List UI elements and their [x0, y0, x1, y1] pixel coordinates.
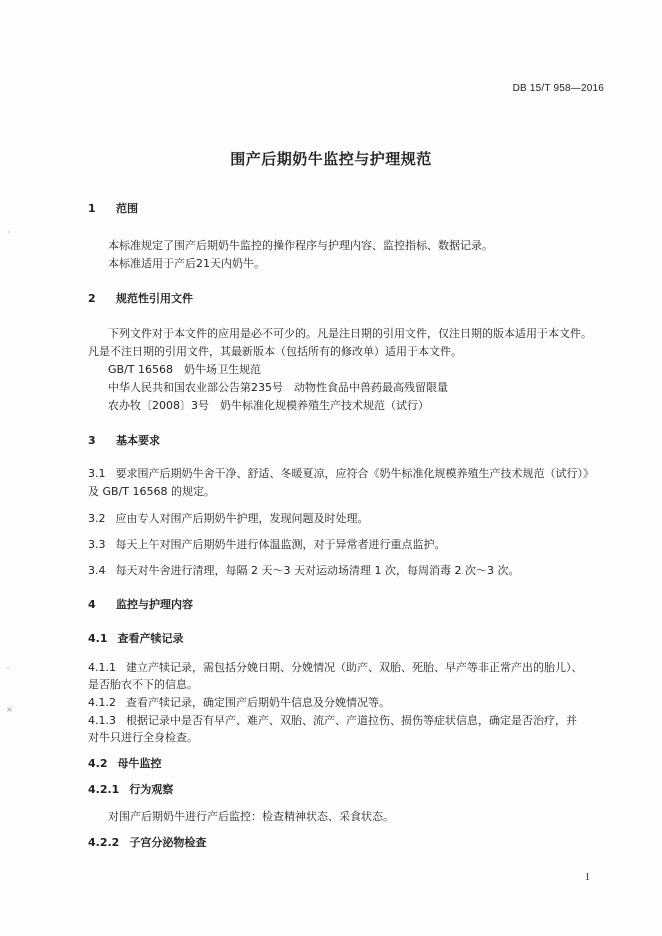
clause-text: 对牛只进行全身检查。: [88, 731, 198, 744]
clause-text: 根据记录中是否有早产、难产、双胎、流产、产道拉伤、损伤等症状信息，确定是否治疗，并: [126, 714, 577, 727]
scan-mark: ◦: [6, 664, 11, 673]
clause-text: 每天对牛舍进行清理，每隔 2 天～3 天对运动场清理 1 次，每周消毒 2 次～3 次。: [115, 564, 520, 577]
section-number: 2: [88, 292, 96, 305]
paragraph: 本标准适用于产后21天内奶牛。: [108, 257, 265, 270]
subsection-heading-4-2-1: [88, 781, 173, 797]
section-heading-1: [88, 200, 138, 216]
clause-text: 建立产犊记录，需包括分娩日期、分娩情况（助产、双胎、死胎、早产等非正常产出的胎儿）、: [126, 661, 583, 674]
clause-number: 4.2: [88, 757, 108, 770]
clause-number: 3.2: [88, 512, 106, 525]
section-number: 4: [88, 598, 96, 611]
section-heading-3: [88, 432, 160, 448]
clause-number: 4.2.1: [88, 783, 120, 796]
clause-3-1: [88, 465, 594, 481]
section-heading-2: [88, 290, 193, 306]
paragraph: 下列文件对于本文件的应用是必不可少的。凡是注日期的引用文件，仅注日期的版本适用于本文件。: [108, 327, 592, 340]
clause-number: 3.1: [88, 467, 106, 480]
section-title: 基本要求: [116, 434, 160, 447]
reference-item: 农办牧〔2008〕3号 奶牛标准化规模养殖生产技术规范（试行）: [108, 399, 429, 412]
subsection-heading-4-2: [88, 755, 162, 771]
clause-3-2: [88, 510, 369, 526]
clause-number: 4.2.2: [88, 836, 120, 849]
clause-text: 每天上午对围产后期奶牛进行体温监测，对于异常者进行重点监护。: [115, 538, 446, 551]
clause-3-4: [88, 562, 519, 578]
clause-4-1-3: [88, 712, 577, 728]
subsection-title: 查看产犊记录: [117, 632, 184, 645]
reference-item: 中华人民共和国农业部公告第235号 动物性食品中兽药最高残留限量: [108, 381, 448, 394]
clause-number: 4.1.2: [88, 696, 116, 709]
paragraph: 本标准规定了围产后期奶牛监控的操作程序与护理内容、监控指标、数据记录。: [108, 239, 493, 252]
clause-text: 要求围产后期奶牛舍干净、舒适、冬暖夏凉，应符合《奶牛标准化规模养殖生产技术规范（试行）》: [115, 467, 594, 480]
clause-text: 是否胎衣不下的信息。: [88, 678, 198, 691]
clause-4-1-1: [88, 659, 583, 675]
section-number: 3: [88, 434, 96, 447]
clause-text: 应由专人对围产后期奶牛护理，发现问题及时处理。: [115, 512, 369, 525]
standard-number: DB 15/T 958—2016: [512, 83, 604, 94]
reference-item: GB/T 16568 奶牛场卫生规范: [108, 363, 261, 376]
clause-4-1-2: [88, 694, 390, 710]
clause-number: 3.4: [88, 564, 106, 577]
paragraph: 对围产后期奶牛进行产后监控：检查精神状态、采食状态。: [108, 810, 394, 823]
clause-text: 查看产犊记录，确定围产后期奶牛信息及分娩情况等。: [126, 696, 390, 709]
subsection-heading-4-1: [88, 630, 184, 646]
scan-mark: ˈ: [8, 230, 11, 239]
clause-3-3: [88, 536, 446, 552]
section-title: 范围: [116, 202, 138, 215]
section-number: 1: [88, 202, 96, 215]
section-title: 监控与护理内容: [116, 598, 193, 611]
section-heading-4: [88, 596, 193, 612]
subsection-title: 母牛监控: [117, 757, 162, 770]
subsection-heading-4-2-2: [88, 834, 206, 850]
clause-number: 4.1.3: [88, 714, 116, 727]
page-title: 围产后期奶牛监控与护理规范: [230, 150, 432, 168]
clause-number: 4.1: [88, 632, 108, 645]
section-title: 规范性引用文件: [116, 292, 193, 305]
subsection-title: 行为观察: [129, 783, 174, 796]
clause-number: 4.1.1: [88, 661, 116, 674]
subsection-title: 子宫分泌物检查: [129, 836, 207, 849]
paragraph: 凡是不注日期的引用文件，其最新版本（包括所有的修改单）适用于本文件。: [88, 345, 462, 358]
page-number: 1: [585, 872, 590, 883]
clause-text: 及 GB/T 16568 的规定。: [88, 485, 215, 498]
clause-number: 3.3: [88, 538, 106, 551]
scan-mark: ×: [6, 705, 13, 714]
